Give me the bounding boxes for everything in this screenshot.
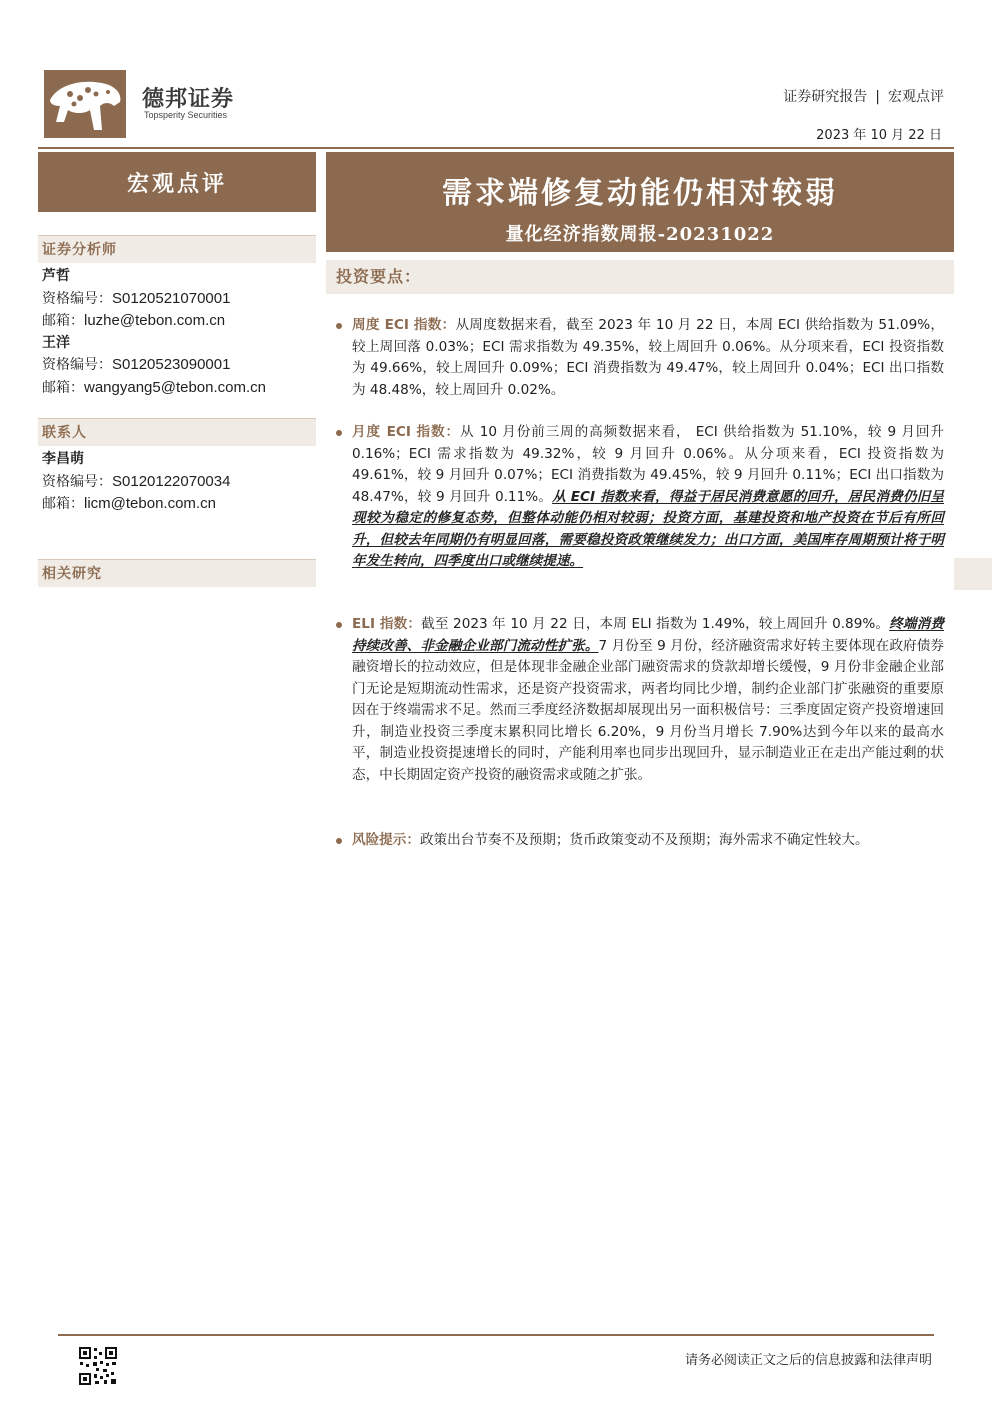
key-point-text: 截至 2023 年 10 月 22 日，本周 ELI 指数为 1.49%，较上周回升 0.89%。 <box>421 616 890 632</box>
header-divider <box>38 147 954 149</box>
key-point-eli <box>352 614 944 786</box>
analyst-cert: 资格编号：S0120521070001 <box>42 289 231 307</box>
page-title: 需求端修复动能仍相对较弱 <box>442 176 838 211</box>
key-point-label: ELI 指数： <box>352 616 422 632</box>
key-point-label: 月度 ECI 指数： <box>352 424 460 440</box>
key-point-text: 政策出台节奏不及预期；货币政策变动不及预期；海外需求不确定性较大。 <box>419 832 869 848</box>
category-banner: 宏观点评 <box>38 152 316 212</box>
analyst-name: 芦哲 <box>42 268 70 284</box>
page-subtitle: 量化经济指数周报-20231022 <box>505 224 775 245</box>
brand-name-en: Topsperity Securities <box>144 110 228 120</box>
bullet-icon <box>336 323 342 329</box>
analyst-cert: 资格编号：S0120523090001 <box>42 356 231 373</box>
key-point-detail: 7 月份至 9 月份，经济融资需求好转主要体现在政府债券融资增长的拉动效应，但是体现非金融企业部门融资需求的贷款却增长缓慢，9 月份非金融企业部门无论是短期流动性需求，还是资产投资需求，两者均同比少增，制约企业部门扩张融资的重要原因在于终端需求不足。然而三季度经济数据却展现出另一面积极信号：三季度固定资产投资增速回升，制造业投资三季度末累积同比增长 6.20%，9 月份当月增长 7.90%达到今年以来的最高水平，制造业投资提速增长的同时，产能利用率也同步出现回升，显示制造业正在走出产能过剩的状态，中长期固定资产投资的融资需求或随之扩张。 <box>352 637 944 783</box>
report-type: 证券研究报告 <box>783 89 868 105</box>
analyst-email[interactable]: 邮箱：luzhe@tebon.com.cn <box>42 312 226 329</box>
footer-divider <box>58 1334 934 1336</box>
contact-cert: 资格编号：S0120122070034 <box>42 472 231 490</box>
contact-heading: 联系人 <box>38 418 316 446</box>
analysts-heading: 证券分析师 <box>38 235 316 263</box>
key-point-text: 从周度数据来看，截至 2023 年 10 月 22 日，本周 ECI 供给指数为 51.09%，较上周回落 0.03%；ECI 需求指数为 49.35%，较上周回升 0.06%。从分项来看，ECI 投资指数为 49.66%，较上周回升 0.09%；ECI 消费指数为 49.47%，较上周回升 0.04%；ECI 出口指数为 48.48%，较上周回升 0.02%。 <box>352 317 944 398</box>
related-research-heading: 相关研究 <box>38 559 316 587</box>
qr-code-icon[interactable] <box>78 1346 118 1386</box>
bullet-icon <box>336 622 342 628</box>
key-point-label: 周度 ECI 指数： <box>352 317 456 333</box>
key-point-emphasis: 终端消费持续改善、非金融企业部门流动性扩张。 <box>352 616 944 654</box>
legal-disclaimer: 请务必阅读正文之后的信息披露和法律声明 <box>684 1353 932 1368</box>
header-separator: | <box>875 89 880 105</box>
key-point-weekly-eci <box>352 315 944 401</box>
brand-logo <box>44 70 254 140</box>
brand-name-cn: 德邦证券 <box>142 87 235 112</box>
bullet-icon <box>336 430 342 436</box>
key-point-risk <box>352 830 944 852</box>
contact-name: 李昌萌 <box>42 451 84 467</box>
report-date: 2023 年 10 月 22 日 <box>816 128 942 143</box>
title-banner <box>326 152 954 252</box>
contact-block <box>42 449 312 516</box>
analyst-name: 王洋 <box>42 334 70 351</box>
side-tab <box>954 558 992 590</box>
key-point-text: 从 10 月份前三周的高频数据来看， ECI 供给指数为 51.10%，较 9 月回升 0.16%；ECI 需求指数为 49.32%，较 9 月回升 0.06%。从分项来看，ECI 投资指数为 49.61%，较 9 月回升 0.07%；ECI 消费指数为 49.45%，较 9 月回升 0.11%；ECI 出口指数为 48.47%，较 9 月回升 0.11%。 <box>352 424 944 505</box>
contact-email[interactable]: 邮箱：licm@tebon.com.cn <box>42 495 216 512</box>
key-points-heading: 投资要点： <box>326 260 954 294</box>
analysts-list <box>42 266 312 399</box>
key-point-monthly-eci <box>352 422 944 573</box>
analyst-email[interactable]: 邮箱：wangyang5@tebon.com.cn <box>42 378 267 396</box>
report-type-header <box>783 86 944 106</box>
report-category: 宏观点评 <box>888 89 944 105</box>
leopard-logo-icon <box>44 70 126 138</box>
key-point-emphasis: 从 ECI 指数来看，得益于居民消费意愿的回升，居民消费仍旧呈现较为稳定的修复态势，但整体动能仍相对较弱；投资方面，基建投资和地产投资在节后有所回升，但较去年同期仍有明显回落，需要稳投资政策继续发力；出口方面，美国库存周期预计将于明年发生转向，四季度出口或继续提速。 <box>352 488 944 569</box>
key-point-label: 风险提示： <box>352 832 420 848</box>
bullet-icon <box>336 838 342 844</box>
